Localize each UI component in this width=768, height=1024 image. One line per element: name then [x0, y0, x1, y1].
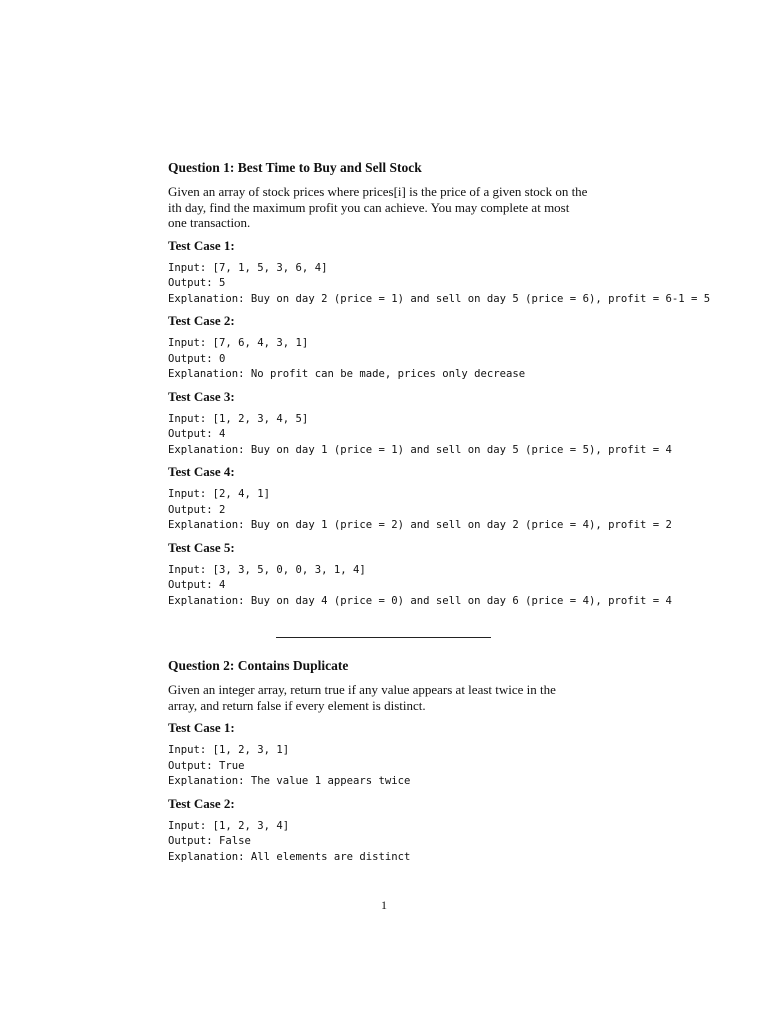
test-case-input: Input: [1, 2, 3, 1]: [168, 744, 290, 756]
test-case-input: Input: [7, 1, 5, 3, 6, 4]: [168, 261, 328, 274]
test-case-output: Output: False: [168, 835, 251, 847]
page-number: 1: [381, 898, 387, 912]
test-case-explanation: Explanation: Buy on day 1 (price = 2) and sell on day 2 (price = 4), profit = 2: [168, 519, 672, 531]
test-case-title: Test Case 2:: [168, 313, 235, 328]
test-case-output: Output: 0: [168, 352, 226, 365]
test-case-input: Input: [1, 2, 3, 4]: [168, 819, 290, 832]
test-case-explanation: Explanation: Buy on day 1 (price = 1) and sell on day 5 (price = 5), profit = 4: [168, 443, 672, 456]
test-case-output: Output: True: [168, 759, 245, 772]
question-2-description: [168, 682, 728, 713]
test-case: [168, 389, 728, 459]
test-case: [168, 313, 728, 383]
test-case-explanation: Explanation: Buy on day 4 (price = 0) and sell on day 6 (price = 4), profit = 4: [168, 594, 672, 607]
test-case: [168, 238, 728, 308]
question-1-title: Question 1: Best Time to Buy and Sell Stock: [168, 160, 422, 175]
test-case-output: Output: 2: [168, 503, 226, 516]
question-1-description-line: Given an array of stock prices where prices[i] is the price of a given stock on the: [168, 184, 588, 199]
question-1-section: [168, 159, 728, 615]
test-case-explanation: Explanation: Buy on day 2 (price = 1) and sell on day 5 (price = 6), profit = 6-1 = 5: [168, 292, 711, 305]
question-2-title: Question 2: Contains Duplicate: [168, 658, 349, 673]
section-divider: [276, 637, 491, 638]
test-case: [168, 720, 728, 790]
test-case-output: Output: 4: [168, 428, 226, 440]
test-case-input: Input: [3, 3, 5, 0, 0, 3, 1, 4]: [168, 563, 366, 576]
test-case-title: Test Case 1:: [168, 237, 235, 253]
test-case-explanation: Explanation: No profit can be made, prices only decrease: [168, 368, 526, 380]
test-case-input: Input: [2, 4, 1]: [168, 488, 271, 500]
question-2-description-line: array, and return false if every element is distinct.: [168, 697, 426, 713]
test-case-title: Test Case 5:: [168, 539, 235, 555]
question-1-description-line: one transaction.: [168, 215, 251, 230]
test-case: [168, 464, 728, 534]
question-2-section: [168, 657, 728, 871]
test-case-output: Output: 4: [168, 579, 226, 591]
test-case-input: Input: [7, 6, 4, 3, 1]: [168, 337, 309, 349]
question-2-description-line: Given an integer array, return true if any value appears at least twice in the: [168, 682, 556, 697]
question-1-description: [168, 184, 728, 231]
test-case-title: Test Case 2:: [168, 795, 235, 811]
test-case: [168, 796, 728, 866]
question-1-description-line: ith day, find the maximum profit you can achieve. You may complete at most: [168, 199, 570, 215]
test-case: [168, 540, 728, 610]
test-case-input: Input: [1, 2, 3, 4, 5]: [168, 412, 309, 425]
test-case-output: Output: 5: [168, 277, 226, 289]
test-case-title: Test Case 1:: [168, 720, 235, 735]
test-case-title: Test Case 4:: [168, 464, 235, 479]
test-case-explanation: Explanation: The value 1 appears twice: [168, 775, 411, 787]
test-case-explanation: Explanation: All elements are distinct: [168, 850, 411, 863]
test-case-title: Test Case 3:: [168, 388, 235, 404]
